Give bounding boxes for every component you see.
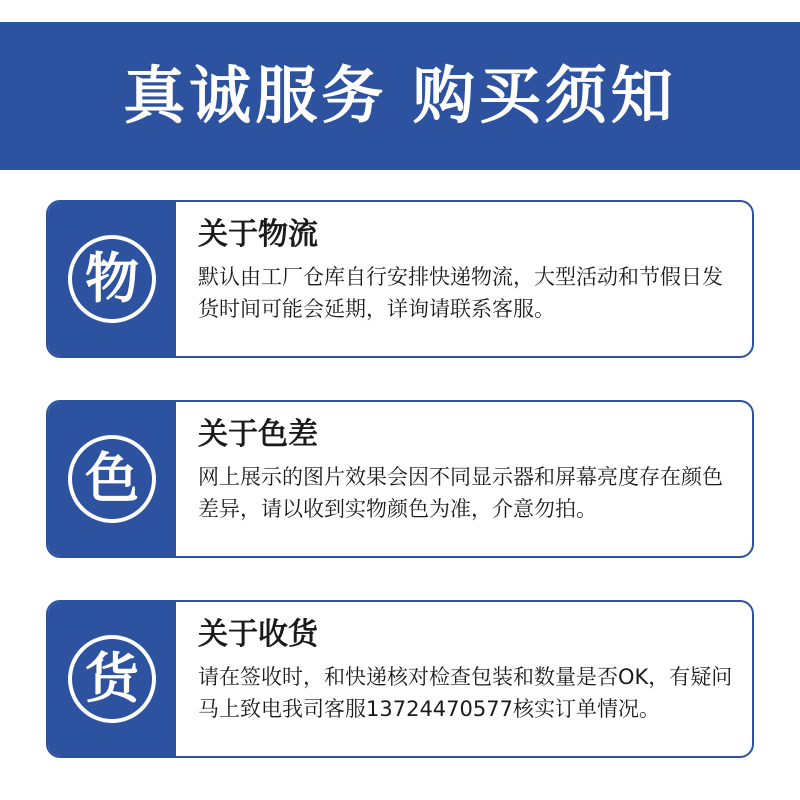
card-text: 默认由工厂仓库自行安排快递物流，大型活动和节假日发货时间可能会延期，详询请联系客服。: [198, 264, 723, 322]
card-body: [176, 202, 752, 356]
badge-circle-icon: [68, 235, 156, 323]
card-body: [176, 402, 752, 556]
badge-container: [48, 402, 176, 556]
card-title: 关于物流: [198, 217, 318, 252]
badge-character: 色: [85, 447, 139, 510]
card-text: 请在签收时，和快递核对检查包装和数量是否OK，有疑问马上致电我司客服13724470577核实订单情况。: [198, 664, 733, 722]
badge-character: 物: [85, 247, 139, 310]
notice-card-logistics: [46, 200, 754, 358]
badge-character: 货: [85, 647, 139, 710]
card-title: 关于收货: [198, 617, 318, 652]
notice-card-list: [0, 200, 800, 800]
notice-card-color-difference: [46, 400, 754, 558]
notice-card-receiving: [46, 600, 754, 758]
card-text: 网上展示的图片效果会因不同显示器和屏幕亮度存在颜色差异，请以收到实物颜色为准，介意勿拍。: [198, 464, 723, 522]
badge-container: [48, 602, 176, 756]
page-title: 真诚服务 购买须知: [123, 59, 677, 132]
badge-circle-icon: [68, 435, 156, 523]
badge-circle-icon: [68, 635, 156, 723]
badge-container: [48, 202, 176, 356]
header-banner: [0, 22, 800, 170]
card-body: [176, 602, 752, 756]
card-title: 关于色差: [198, 417, 318, 452]
